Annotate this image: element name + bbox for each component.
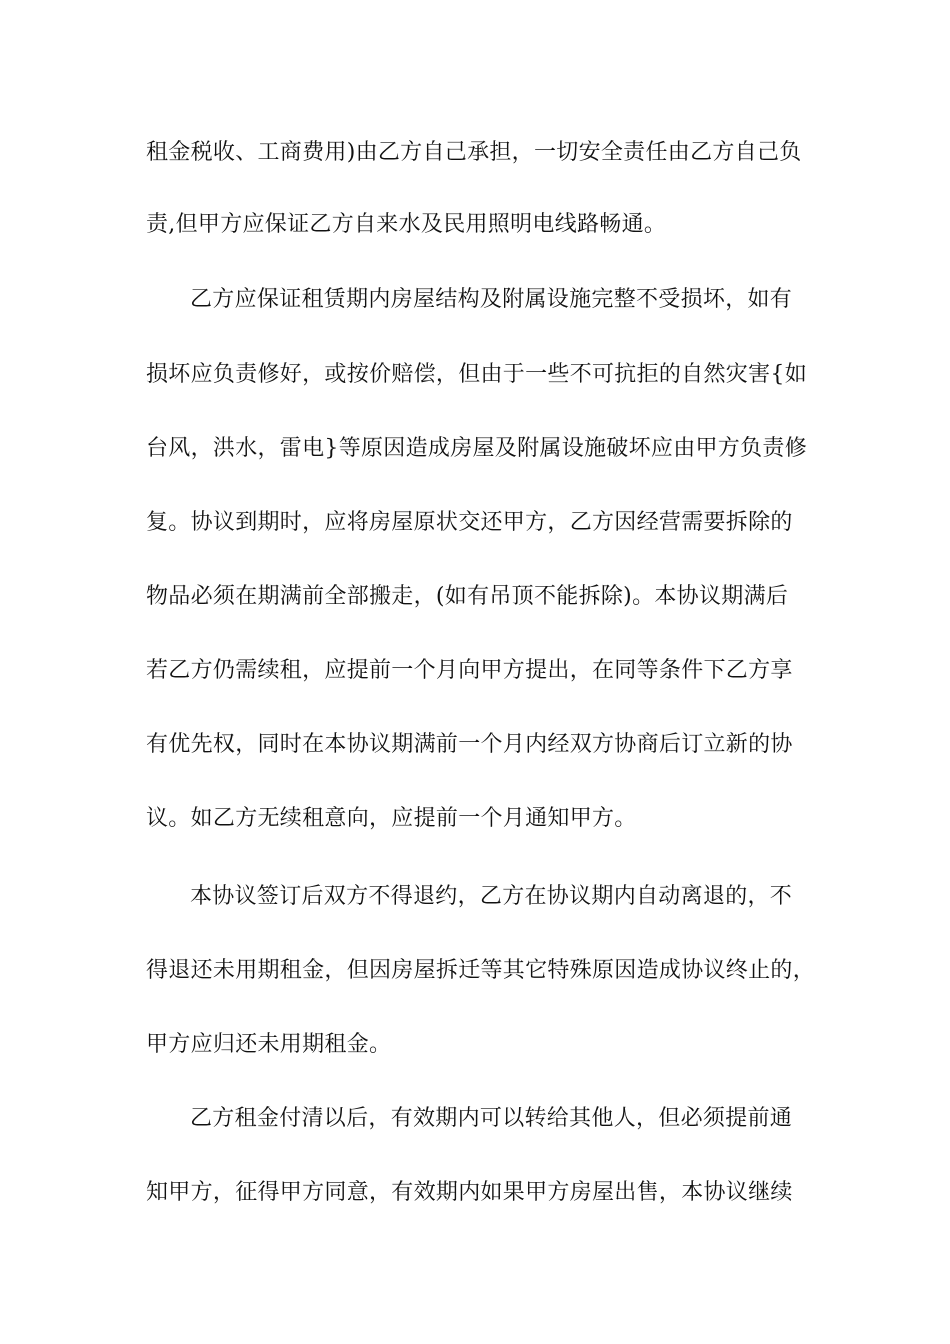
text-line: 复。协议到期时，应将房屋原状交还甲方，乙方因经营需要拆除的 bbox=[146, 510, 793, 535]
text-line: 物品必须在期满前全部搬走，(如有吊顶不能拆除)。本协议期满后 bbox=[146, 584, 789, 609]
paragraph-first-line: 本协议签订后双方不得退约，乙方在协议期内自动离退的，不 bbox=[190, 884, 793, 909]
text-line: 租金税收、工商费用)由乙方自己承担，一切安全责任由乙方自己负 bbox=[146, 140, 802, 165]
text-line: 责,但甲方应保证乙方自来水及民用照明电线路畅通。 bbox=[146, 212, 667, 237]
paragraph-first-line: 乙方应保证租赁期内房屋结构及附属设施完整不受损坏，如有 bbox=[190, 287, 793, 312]
text-line: 知甲方，征得甲方同意，有效期内如果甲方房屋出售，本协议继续 bbox=[146, 1180, 793, 1205]
text-line: 议。如乙方无续租意向，应提前一个月通知甲方。 bbox=[146, 806, 637, 831]
paragraph-first-line: 乙方租金付清以后，有效期内可以转给其他人，但必须提前通 bbox=[190, 1106, 793, 1131]
text-line: 损坏应负责修好，或按价赔偿，但由于一些不可抗拒的自然灾害{如 bbox=[146, 362, 807, 387]
text-line: 台风，洪水，雷电}等原因造成房屋及附属设施破坏应由甲方负责修 bbox=[146, 436, 807, 461]
text-line: 若乙方仍需续租，应提前一个月向甲方提出，在同等条件下乙方享 bbox=[146, 658, 793, 683]
text-line: 甲方应归还未用期租金。 bbox=[146, 1032, 392, 1057]
text-line: 有优先权，同时在本协议期满前一个月内经双方协商后订立新的协 bbox=[146, 732, 793, 757]
text-line: 得退还未用期租金，但因房屋拆迁等其它特殊原因造成协议终止的， bbox=[146, 958, 816, 983]
